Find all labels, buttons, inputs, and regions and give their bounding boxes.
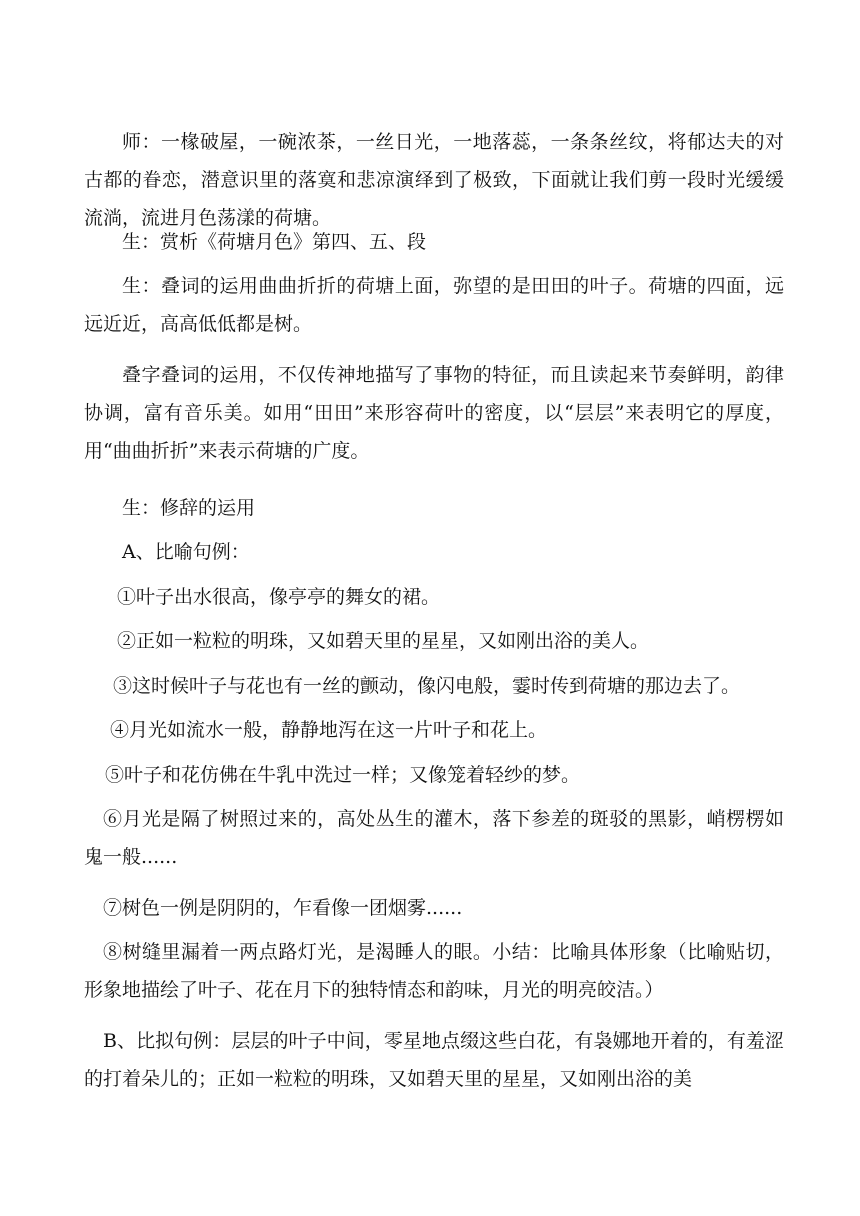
- list-item-metaphor-6: ⑥月光是隔了树照过来的，高处丛生的灌木，落下参差的斑驳的黑影，峭楞楞如鬼一般......: [84, 808, 784, 868]
- paragraph-reduplication-example: 生：叠词的运用曲曲折折的荷塘上面，弥望的是田田的叶子。荷塘的四面，远远近近，高高低低都是树。: [84, 275, 784, 335]
- list-item-metaphor-3: ③这时候叶子与花也有一丝的颤动，像闪电般，霎时传到荷塘的那边去了。: [113, 675, 741, 697]
- paragraph-teacher-intro: 师：一椽破屋，一碗浓茶，一丝日光，一地落蕊，一条条丝纹，将郁达夫的对古都的眷恋，潜意识里的落寞和悲凉演绎到了极致，下面就让我们剪一段时光缓缓流淌，流进月色荡漾的荷塘。: [84, 131, 784, 229]
- list-item-metaphor-5: ⑤叶子和花仿佛在牛乳中洗过一样；又像笼着轻纱的梦。: [105, 764, 581, 786]
- paragraph-metaphor-heading: A、比喻句例：: [122, 541, 250, 563]
- paragraph-reduplication-analysis: 叠字叠词的运用，不仅传神地描写了事物的特征，而且读起来节奏鲜明，韵律协调，富有音乐美。如用“田田”来形容荷叶的密度，以“层层”来表明它的厚度，用“曲曲折折”来表示荷塘的广度。: [84, 364, 784, 462]
- list-item-metaphor-8: ⑧树缝里漏着一两点路灯光，是渴睡人的眼。小结：比喻具体形象（比喻贴切，形象地描绘了叶子、花在月下的独特情态和韵味，月光的明亮皎洁。）: [84, 941, 784, 1001]
- paragraph-rhetoric-heading: 生：修辞的运用: [122, 497, 256, 519]
- list-item-metaphor-4: ④月光如流水一般，静静地泻在这一片叶子和花上。: [110, 719, 548, 741]
- list-item-metaphor-1: ①叶子出水很高，像亭亭的舞女的裙。: [117, 586, 441, 608]
- list-item-metaphor-7: ⑦树色一例是阴阴的，乍看像一团烟雾......: [103, 897, 463, 919]
- paragraph-student-appreciation: 生：赏析《荷塘月色》第四、五、段: [122, 231, 427, 253]
- list-item-metaphor-2: ②正如一粒粒的明珠，又如碧天里的星星，又如刚出浴的美人。: [117, 630, 650, 652]
- paragraph-personification: B、比拟句例：层层的叶子中间，零星地点缀这些白花，有袅娜地开着的，有羞涩的打着朵儿的；正如一粒粒的明珠，又如碧天里的星星，又如刚出浴的美: [84, 1030, 784, 1090]
